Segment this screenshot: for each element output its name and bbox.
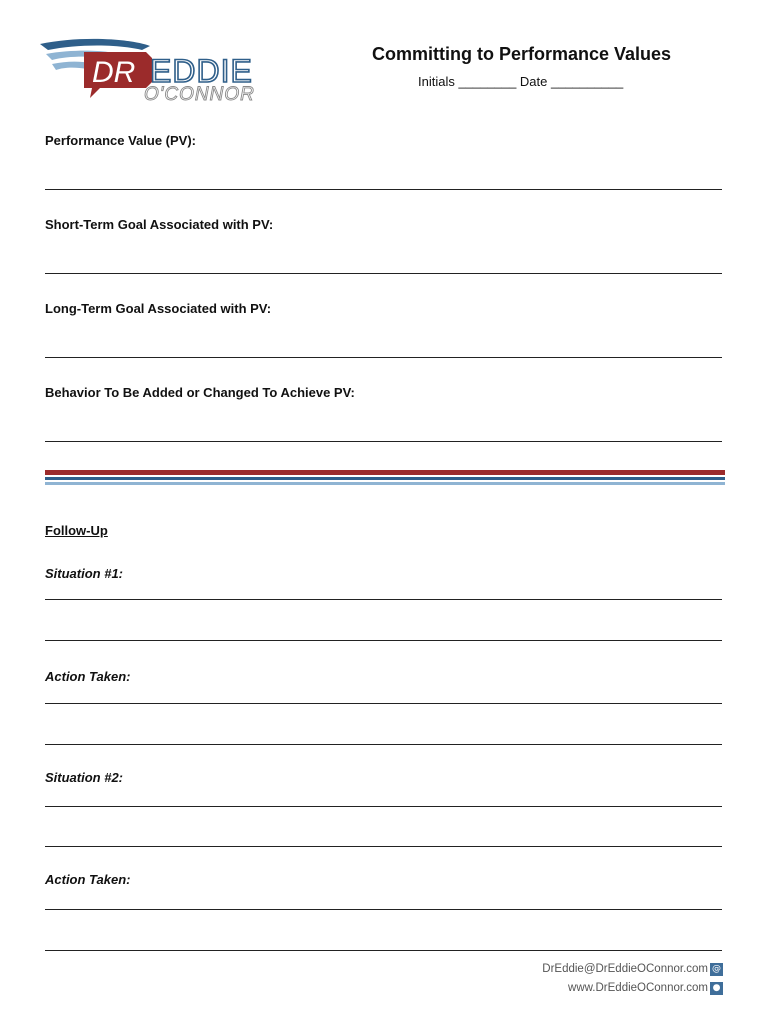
divider-stripe-red <box>45 470 725 475</box>
performance-value-label: Performance Value (PV): <box>45 133 196 148</box>
behavior-change-line[interactable] <box>45 441 722 442</box>
action-taken-1-line-2[interactable] <box>45 744 722 745</box>
logo-dr-text: DR <box>92 56 136 89</box>
behavior-change-label: Behavior To Be Added or Changed To Achieve PV: <box>45 385 355 400</box>
page-title: Committing to Performance Values <box>372 44 672 64</box>
footer-website[interactable]: www.DrEddieOConnor.com <box>568 982 708 994</box>
situation-1-label: Situation #1: <box>45 566 124 581</box>
follow-up-heading: Follow-Up <box>45 523 108 538</box>
logo-wing-shape <box>40 39 150 50</box>
performance-value-line[interactable] <box>45 189 722 190</box>
long-term-goal-line[interactable] <box>45 357 722 358</box>
divider-stripe-light-blue <box>45 482 725 485</box>
short-term-goal-label: Short-Term Goal Associated with PV: <box>45 217 274 232</box>
action-taken-2-label: Action Taken: <box>45 872 131 887</box>
situation-1-line-2[interactable] <box>45 640 722 641</box>
action-taken-2-line-2[interactable] <box>45 950 722 951</box>
situation-2-label: Situation #2: <box>45 770 124 785</box>
at-sign-icon: @ <box>712 964 721 974</box>
short-term-goal-line[interactable] <box>45 273 722 274</box>
logo-eddie-text: EDDIE <box>150 53 253 89</box>
situation-2-line-2[interactable] <box>45 846 722 847</box>
divider-stripe-blue <box>45 477 725 480</box>
logo-oconnor-text: O'CONNOR <box>144 84 255 105</box>
long-term-goal-label: Long-Term Goal Associated with PV: <box>45 301 272 316</box>
situation-1-line-1[interactable] <box>45 599 722 600</box>
action-taken-1-line-1[interactable] <box>45 703 722 704</box>
footer-email[interactable]: DrEddie@DrEddieOConnor.com <box>542 963 708 975</box>
initials-date-line: Initials ________ Date __________ <box>418 74 624 89</box>
dr-eddie-oconnor-logo <box>38 36 288 106</box>
action-taken-1-label: Action Taken: <box>45 669 131 684</box>
situation-2-line-1[interactable] <box>45 806 722 807</box>
globe-icon: ● <box>710 982 723 995</box>
action-taken-2-line-1[interactable] <box>45 909 722 910</box>
